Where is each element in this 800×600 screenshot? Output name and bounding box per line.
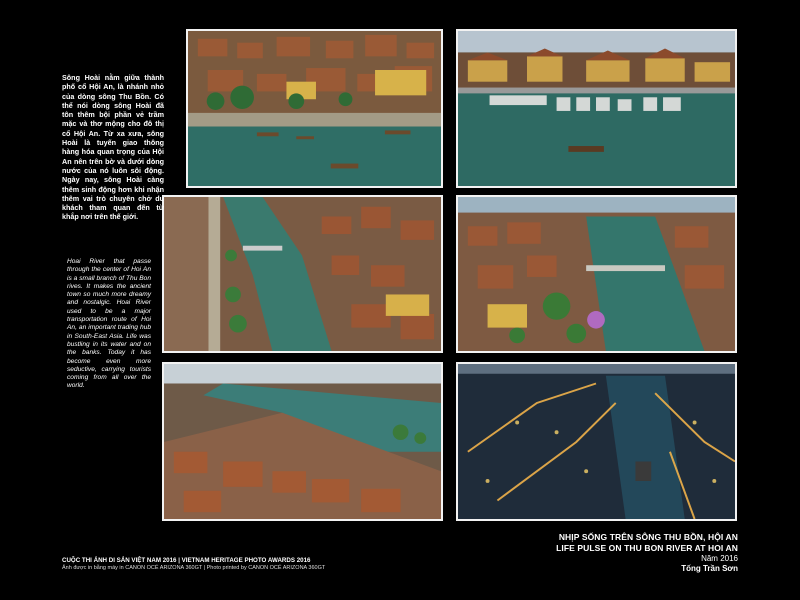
title-english: LIFE PULSE ON THU BON RIVER AT HOI AN bbox=[556, 542, 738, 553]
footer-contest-name: CUỘC THI ẢNH DI SẢN VIỆT NAM 2016 | VIETNAM HERITAGE PHOTO AWARDS 2016 bbox=[62, 557, 311, 564]
photo-aerial-bridge-river bbox=[162, 195, 443, 353]
photo-boats-on-river bbox=[456, 29, 737, 188]
footer bbox=[62, 557, 422, 573]
footer-print-credit: Ảnh được in bằng máy in CANON OCÉ ARIZONA 360GT | Photo printed by CANON OCÉ ARIZONA 360GT bbox=[62, 565, 326, 571]
photo-aerial-town-sunset bbox=[162, 362, 443, 521]
year: Năm 2016 bbox=[701, 554, 738, 563]
title-vietnamese: NHỊP SỐNG TRÊN SÔNG THU BỒN, HỘI AN bbox=[558, 532, 738, 542]
photo-aerial-town-footbridge bbox=[456, 195, 737, 353]
author: Tống Trần Sơn bbox=[681, 564, 738, 573]
description-vietnamese: Sông Hoài nằm giữa thành phố cổ Hội An, là nhánh nhỏ của dòng sông Thu Bồn. Có thể nói dòng sông Hoài đã tôn thêm bội phần vẻ trầm mặc và thơ mộng cho đô thị cổ Hội An. Từ xa xưa, sông Hoài là tuyến giao thông hàng hóa quan trọng của Hội An nên trên bờ và dưới dòng nước của nó luôn sôi động. Ngày nay, sông Hoài càng thêm sinh động hơn khi nhận thêm vai trò chuyên chở du khách tham quan đến từ khắp nơi trên thế giới. bbox=[62, 73, 164, 222]
photo-riverside-town-daytime bbox=[186, 29, 443, 188]
description-english: Hoai River that passe through the center of Hoi An is a small branch of Thu Bon rives. It makes the ancient town so much more dreamy and nostalgic. Hoai River used to be a major transportation route of Hoi An, an important trading hub in South-East Asia. Life was bustling in its water and on the banks. Today it has become even more seductive, carrying tourists coming from all over the world. bbox=[67, 258, 151, 390]
photo-aerial-town-night bbox=[456, 362, 737, 521]
title-block bbox=[556, 532, 738, 574]
